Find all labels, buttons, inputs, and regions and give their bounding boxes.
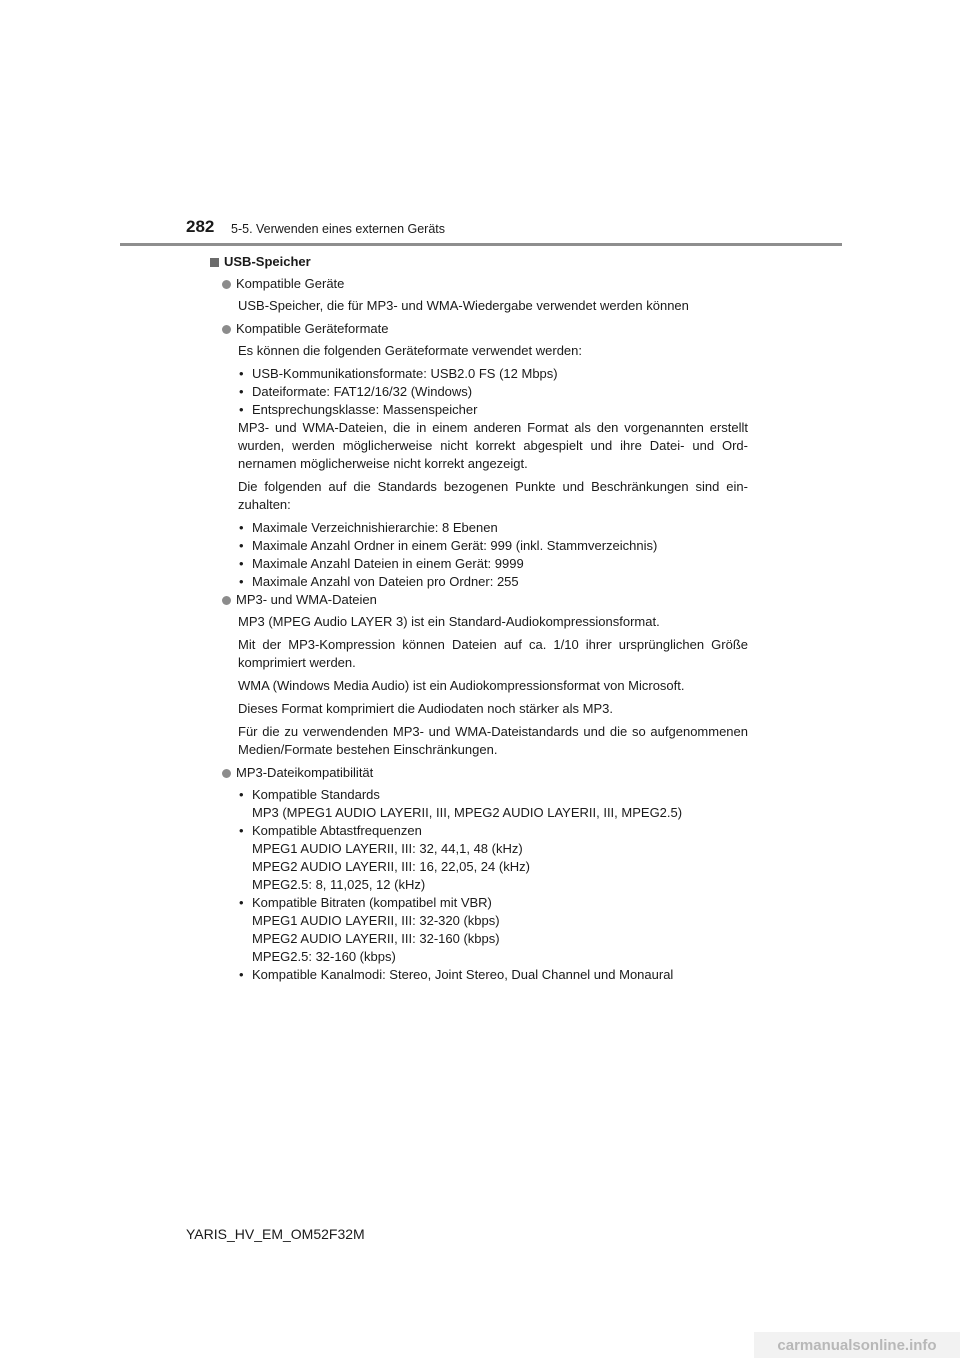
paragraph: Es können die folgenden Geräteformate verwendet werden: xyxy=(238,343,582,358)
list-item: • Entsprechungsklasse: Massenspeicher xyxy=(239,402,478,417)
list-subline: MPEG1 AUDIO LAYERII, III: 32, 44,1, 48 (kHz) xyxy=(252,841,523,856)
list-subline: MPEG1 AUDIO LAYERII, III: 32-320 (kbps) xyxy=(252,913,500,928)
list-subline: MPEG2.5: 32-160 (kbps) xyxy=(252,949,396,964)
list-item: • Kompatible Kanalmodi: Stereo, Joint Stereo, Dual Channel und Monaural xyxy=(239,967,674,982)
watermark-link[interactable]: carmanualsonline.info xyxy=(754,1332,960,1358)
format-note: MP3- und WMA-Dateien, die in einem anderen Format als den vorgenannten erstellt wurden, werden möglicherweise nicht korrekt abgespielt und ihre Datei- und Ordnernamen möglicherweise nicht korrekt angezeigt. xyxy=(238,420,748,471)
list-subline: MP3 (MPEG1 AUDIO LAYERII, III, MPEG2 AUDIO LAYERII, III, MPEG2.5) xyxy=(252,805,683,820)
list-item: • Kompatible Standards xyxy=(239,787,380,802)
paragraph: Für die zu verwendenden MP3- und WMA-Dateistandards und die so aufgenommenen Medien/Formate bestehen Einschränkungen. xyxy=(238,724,748,757)
paragraph: USB-Speicher, die für MP3- und WMA-Wiedergabe verwendet werden können xyxy=(238,298,689,313)
circle-bullet-icon xyxy=(222,596,231,605)
page-content xyxy=(208,253,748,988)
heading-text: USB-Speicher xyxy=(224,254,311,269)
list-subline: MPEG2 AUDIO LAYERII, III: 32-160 (kbps) xyxy=(252,931,500,946)
bullet-text: Kompatible Geräteformate xyxy=(236,321,389,336)
list-item: • Maximale Anzahl Ordner in einem Gerät: 999 (inkl. Stammverzeichnis) xyxy=(239,538,658,553)
list-item: • Dateiformate: FAT12/16/32 (Windows) xyxy=(239,384,473,399)
bullet-compatible-devices xyxy=(222,275,748,293)
document-code: YARIS_HV_EM_OM52F32M xyxy=(186,1226,365,1242)
header-divider xyxy=(120,243,842,246)
bullet-mp3-compatibility xyxy=(222,764,748,782)
paragraph: Dieses Format komprimiert die Audiodaten noch stärker als MP3. xyxy=(238,701,613,716)
circle-bullet-icon xyxy=(222,769,231,778)
paragraph: Mit der MP3-Kompression können Dateien auf ca. 1/10 ihrer ursprünglichen Größe komprimiert werden. xyxy=(238,637,748,670)
paragraph: WMA (Windows Media Audio) ist ein Audiokompressionsformat von Microsoft. xyxy=(238,678,685,693)
section-title: 5-5. Verwenden eines externen Geräts xyxy=(231,222,446,236)
list-item: • Maximale Verzeichnishierarchie: 8 Ebenen xyxy=(239,520,498,535)
list-item: • Maximale Anzahl von Dateien pro Ordner: 255 xyxy=(239,574,519,589)
list-item: • Kompatible Bitraten (kompatibel mit VBR) xyxy=(239,895,492,910)
square-bullet-icon xyxy=(210,258,219,267)
list-subline: MPEG2.5: 8, 11,025, 12 (kHz) xyxy=(252,877,426,892)
section-heading xyxy=(208,253,748,271)
bullet-text: MP3-Dateikompatibilität xyxy=(236,765,374,780)
bullet-text: MP3- und WMA-Dateien xyxy=(236,592,377,607)
circle-bullet-icon xyxy=(222,280,231,289)
compatibility-list xyxy=(238,786,748,984)
limits-list xyxy=(238,519,748,591)
bullet-compatible-formats xyxy=(222,320,748,338)
paragraph: MP3 (MPEG Audio LAYER 3) ist ein Standard-Audiokompressionsformat. xyxy=(238,614,660,629)
format-list xyxy=(238,365,748,419)
circle-bullet-icon xyxy=(222,325,231,334)
bullet-mp3-wma-files xyxy=(222,591,748,609)
page-number: 282 xyxy=(186,217,215,236)
list-item: • Kompatible Abtastfrequenzen xyxy=(239,823,422,838)
bullet-text: Kompatible Geräte xyxy=(236,276,345,291)
list-item: • USB-Kommunikationsformate: USB2.0 FS (12 Mbps) xyxy=(239,366,558,381)
paragraph: Die folgenden auf die Standards bezogenen Punkte und Beschränkungen sind einzuhalten: xyxy=(238,479,748,512)
list-item: • Maximale Anzahl Dateien in einem Gerät: 9999 xyxy=(239,556,524,571)
list-subline: MPEG2 AUDIO LAYERII, III: 16, 22,05, 24 (kHz) xyxy=(252,859,530,874)
